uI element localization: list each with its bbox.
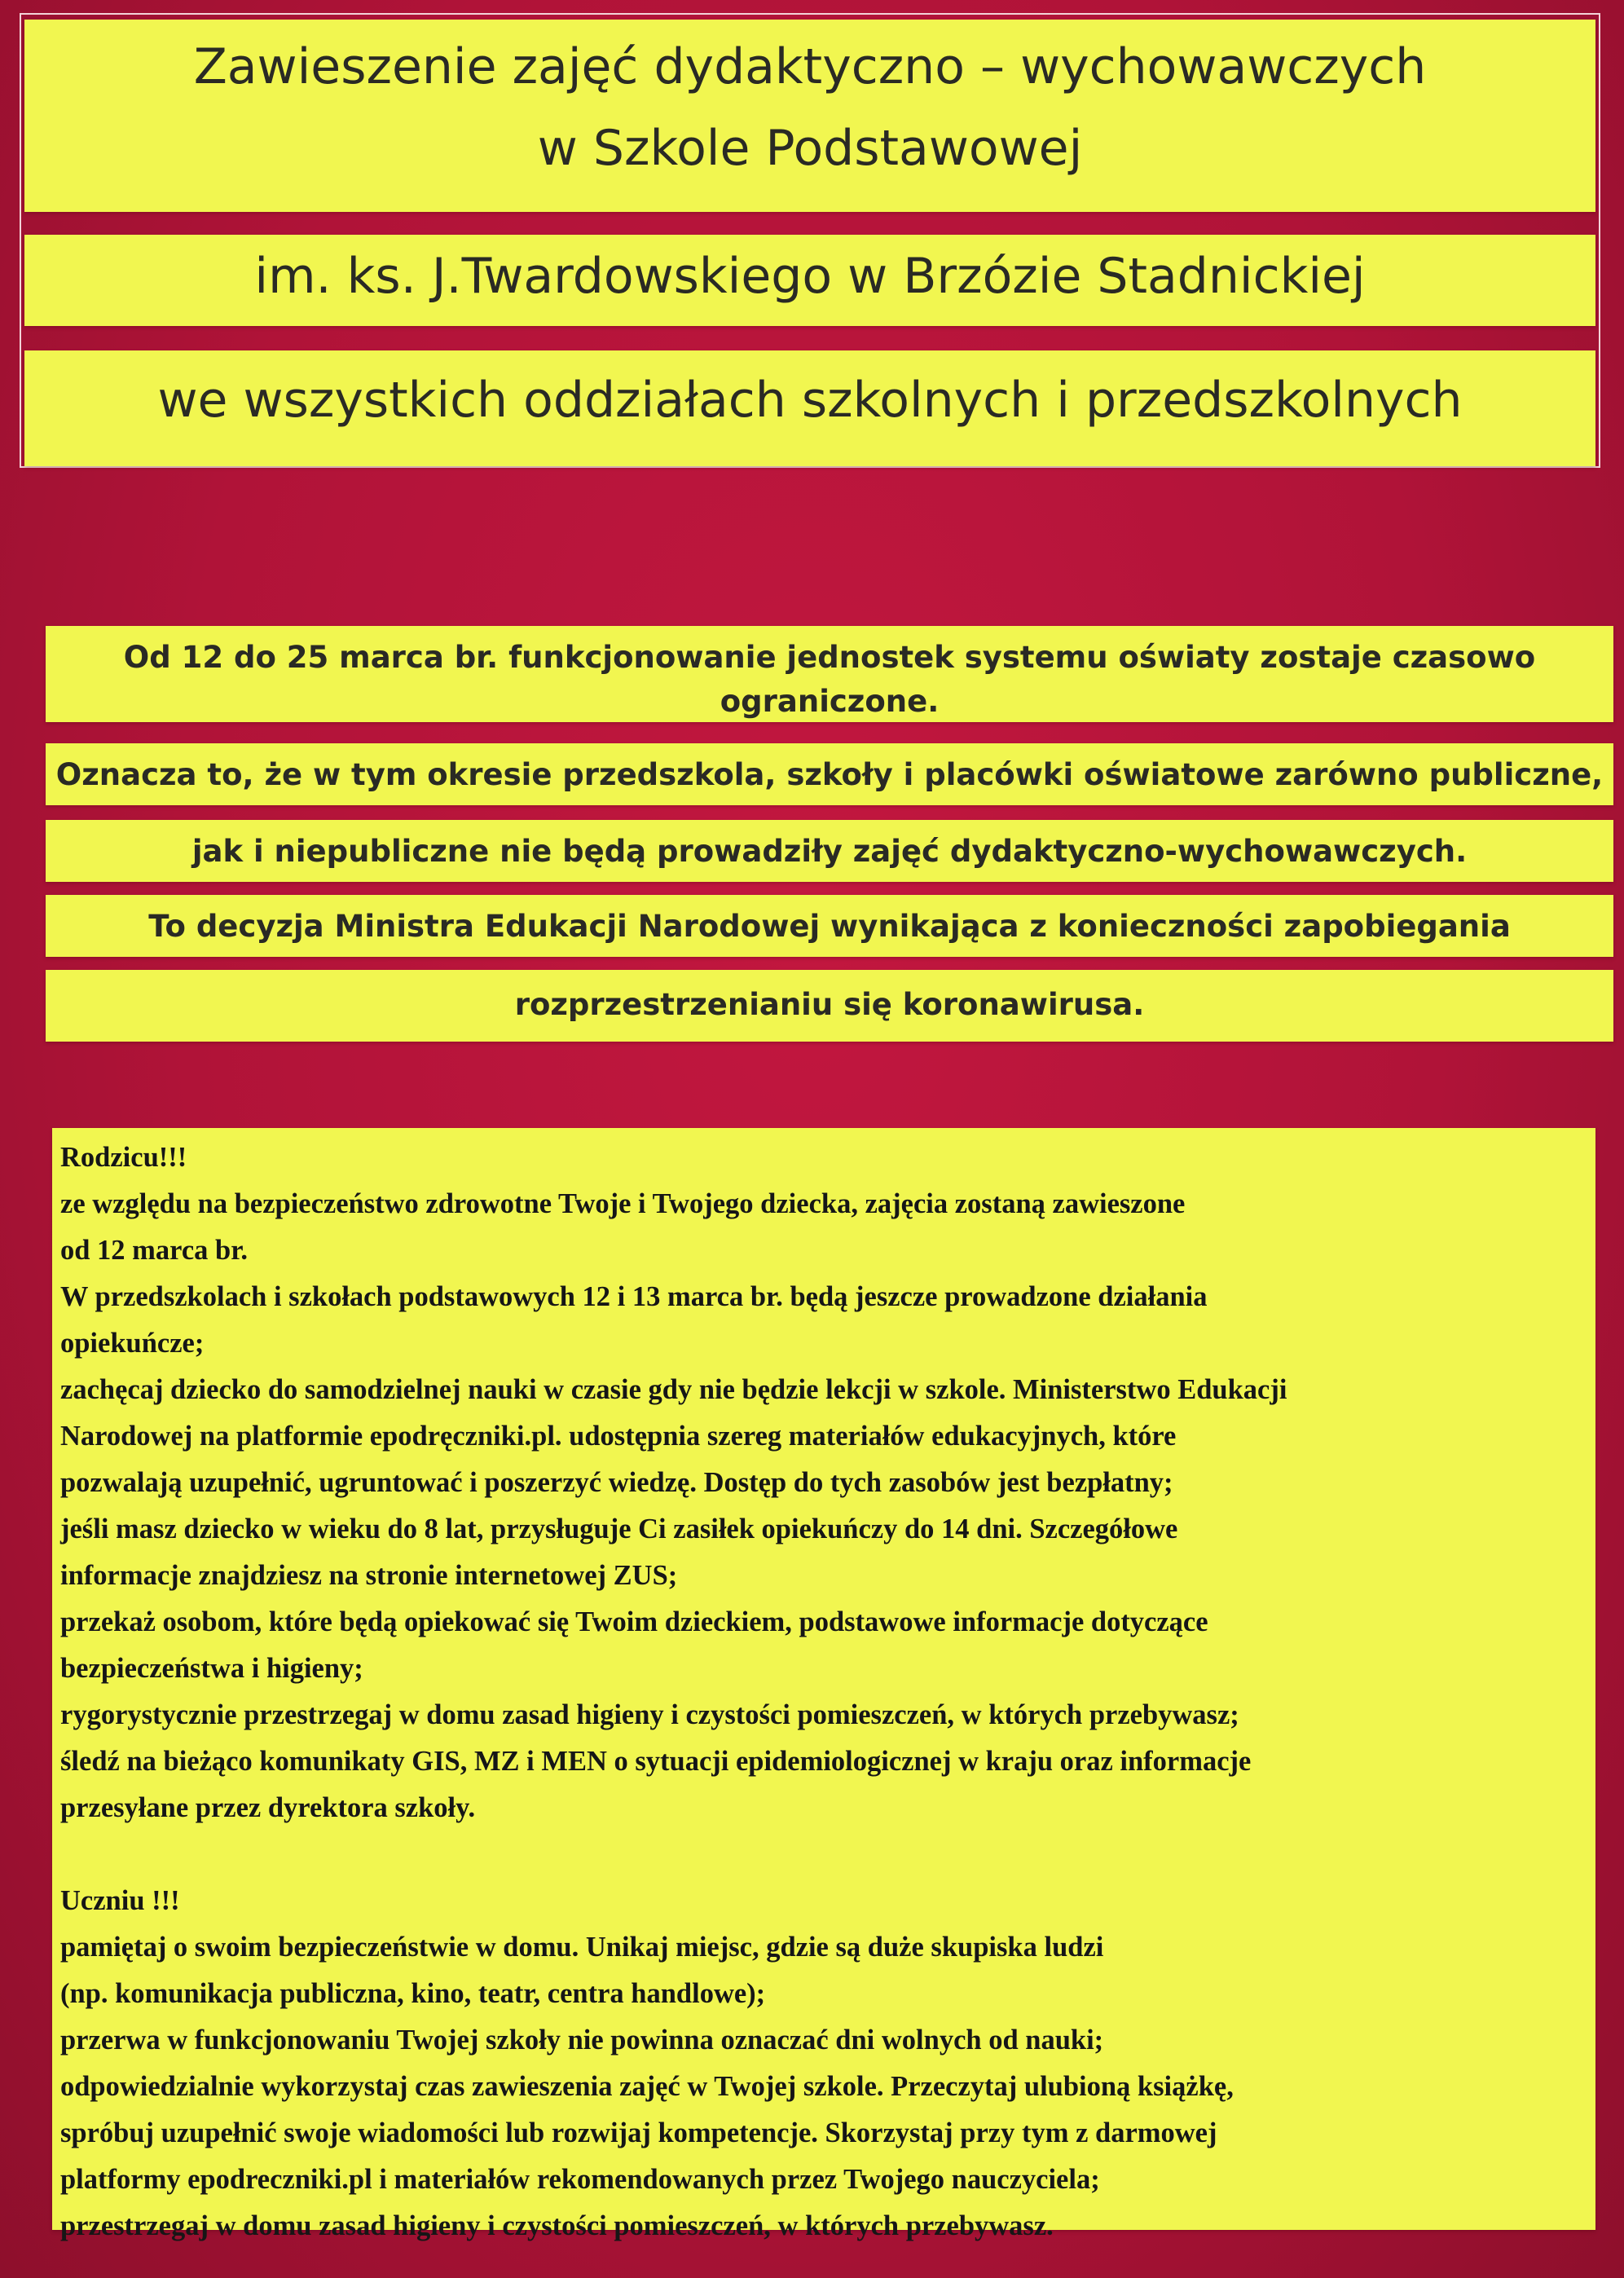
announcement-strip-4: [46, 895, 1613, 957]
parents-line-4: opiekuńcze;: [60, 1328, 205, 1359]
parents-line-3: W przedszkolach i szkołach podstawowych 12 i 13 marca br. będą jeszcze prowadzone działania: [60, 1281, 1208, 1312]
parents-line-5: zachęcaj dziecko do samodzielnej nauki w czasie gdy nie będzie lekcji w szkole. Ministerstwo Edukacji: [60, 1374, 1287, 1405]
announcement-line-4: jak i niepubliczne nie będą prowadziły zajęć dydaktyczno-wychowawczych.: [191, 834, 1468, 869]
announcement-strip-3: [46, 820, 1613, 882]
school-name: im. ks. J.Twardowskiego w Brzózie Stadnickiej: [254, 248, 1366, 305]
parents-line-2: od 12 marca br.: [60, 1235, 249, 1266]
parents-line-8: jeśli masz dziecko w wieku do 8 lat, przysługuje Ci zasiłek opiekuńczy do 14 dni. Szczegółowe: [60, 1514, 1178, 1544]
section-spacer: [60, 1831, 1589, 1878]
parents-line-13: śledź na bieżąco komunikaty GIS, MZ i MEN o sytuacji epidemiologicznej w kraju oraz informacje: [60, 1746, 1252, 1777]
parents-line-12: rygorystycznie przestrzegaj w domu zasad higieny i czystości pomieszczeń, w których przebywasz;: [60, 1699, 1239, 1730]
parents-line-1: ze względu na bezpieczeństwo zdrowotne Twoje i Twojego dziecka, zajęcia zostaną zawieszone: [60, 1188, 1186, 1219]
parents-line-9: informacje znajdziesz na stronie internetowej ZUS;: [60, 1560, 678, 1591]
announcement-line-6: rozprzestrzenianiu się koronawirusa.: [514, 987, 1145, 1022]
parents-line-14: przesyłane przez dyrektora szkoły.: [60, 1792, 476, 1823]
announcement-line-5: To decyzja Ministra Edukacji Narodowej wynikająca z konieczności zapobiegania: [148, 909, 1511, 944]
parents-line-11: bezpieczeństwa i higieny;: [60, 1653, 363, 1684]
header-strip-2: [24, 235, 1595, 326]
announcement-strip-2: [46, 743, 1613, 805]
header-title-line-2: w Szkole Podstawowej: [537, 120, 1083, 177]
announcement-strip-5: [46, 970, 1613, 1042]
students-line-5: spróbuj uzupełnić swoje wiadomości lub rozwijaj kompetencje. Skorzystaj przy tym z darmowej: [60, 2117, 1217, 2148]
students-line-1: pamiętaj o swoim bezpieczeństwie w domu. Unikaj miejsc, gdzie są duże skupiska ludzi: [60, 1932, 1104, 1963]
students-line-4: odpowiedzialnie wykorzystaj czas zawieszenia zajęć w Twojej szkole. Przeczytaj ulubioną książkę,: [60, 2071, 1234, 2102]
students-line-3: przerwa w funkcjonowaniu Twojej szkoły nie powinna oznaczać dni wolnych od nauki;: [60, 2025, 1104, 2055]
announcement-line-1: Od 12 do 25 marca br. funkcjonowanie jednostek systemu oświaty zostaje czasowo: [123, 640, 1536, 675]
students-line-7: przestrzegaj w domu zasad higieny i czystości pomieszczeń, w których przebywasz.: [60, 2210, 1054, 2241]
students-line-6: platformy epodreczniki.pl i materiałów rekomendowanych przez Twojego nauczyciela;: [60, 2164, 1100, 2195]
announcement-strip-1: [46, 626, 1613, 722]
parents-line-7: pozwalają uzupełnić, ugruntować i poszerzyć wiedzę. Dostęp do tych zasobów jest bezpłatny;: [60, 1467, 1173, 1498]
parents-line-10: przekaż osobom, które będą opiekować się Twoim dzieckiem, podstawowe informacje dotyczące: [60, 1606, 1208, 1637]
parents-heading: Rodzicu!!!: [60, 1142, 187, 1173]
students-heading: Uczniu !!!: [60, 1885, 180, 1916]
header-title-line-1: Zawieszenie zajęć dydaktyczno – wychowawczych: [193, 38, 1427, 95]
announcement-line-3: Oznacza to, że w tym okresie przedszkola, szkoły i placówki oświatowe zarówno publiczne,: [55, 757, 1604, 792]
notice-panel: [52, 1128, 1595, 2241]
header-strip-3: [24, 350, 1595, 466]
header-strip-1: [24, 20, 1595, 212]
announcement-line-2: ograniczone.: [720, 683, 940, 719]
students-line-2: (np. komunikacja publiczna, kino, teatr, centra handlowe);: [60, 1978, 766, 2009]
scope-line: we wszystkich oddziałach szkolnych i przedszkolnych: [157, 372, 1463, 429]
parents-line-6: Narodowej na platformie epodręczniki.pl. udostępnia szereg materiałów edukacyjnych, które: [60, 1421, 1177, 1452]
